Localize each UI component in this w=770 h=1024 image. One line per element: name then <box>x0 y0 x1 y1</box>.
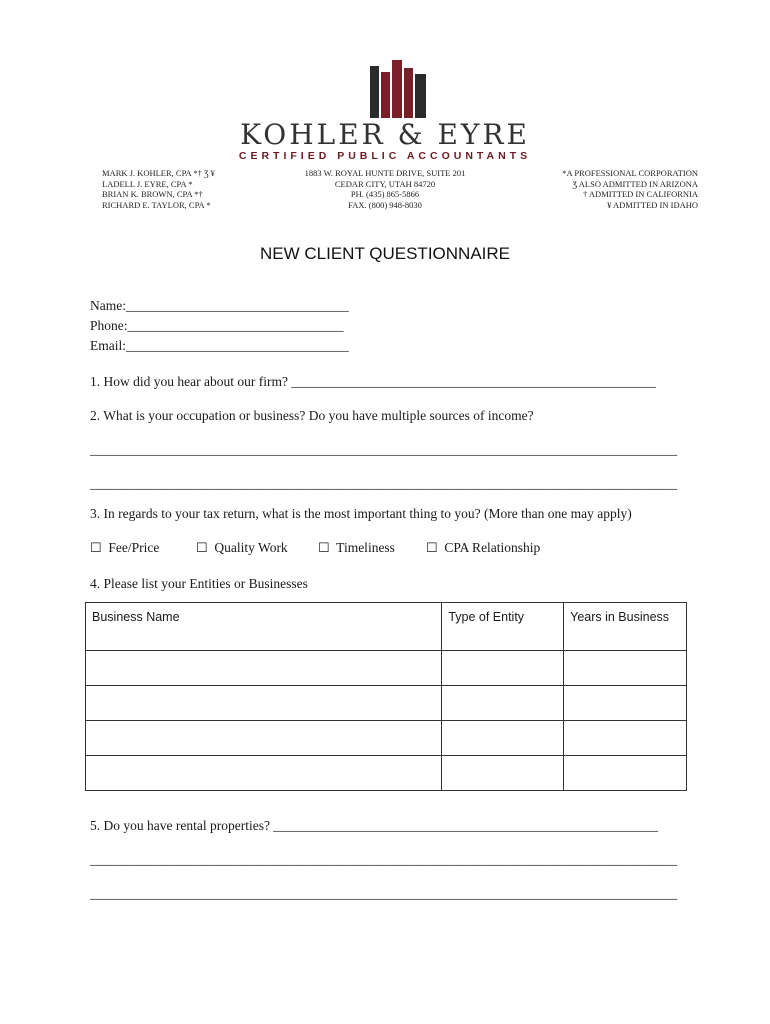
option-quality-work[interactable] <box>196 540 288 556</box>
option-label: CPA Relationship <box>444 540 541 555</box>
column-header-business-name: Business Name <box>86 603 442 651</box>
partner-name: BRIAN K. BROWN, CPA *† <box>102 189 203 200</box>
firm-name: KOHLER & EYRE <box>240 118 530 151</box>
entity-type-cell[interactable] <box>442 721 564 756</box>
option-timeliness[interactable] <box>318 540 395 556</box>
option-label: Timeliness <box>336 540 395 555</box>
years-cell[interactable] <box>564 756 687 791</box>
question-referral[interactable]: 1. How did you hear about our firm? ______________________________________________________ <box>90 374 656 389</box>
address-line: CEDAR CITY, UTAH 84720 <box>334 178 436 189</box>
note-line: † ADMITTED IN CALIFORNIA <box>583 189 698 200</box>
admission-notes <box>562 168 698 210</box>
answer-line[interactable]: _______________________________________________________________________________________ <box>90 852 678 867</box>
checkbox-icon[interactable]: ☐ <box>426 540 438 555</box>
table-row <box>86 756 687 791</box>
table-header-row <box>86 603 687 651</box>
entities-table <box>85 602 687 791</box>
fax-line: FAX. (800) 948-8030 <box>348 199 422 210</box>
checkbox-icon[interactable]: ☐ <box>318 540 330 555</box>
business-name-cell[interactable] <box>86 686 442 721</box>
firm-logo-icon <box>368 60 428 118</box>
business-name-cell[interactable] <box>86 721 442 756</box>
partner-name: RICHARD E. TAYLOR, CPA * <box>102 199 211 210</box>
partner-list <box>102 168 215 210</box>
entity-type-cell[interactable] <box>442 756 564 791</box>
option-label: Quality Work <box>214 540 288 555</box>
phone-line: PH. (435) 865-5866 <box>350 189 420 200</box>
question-entities: 4. Please list your Entities or Businesses <box>90 576 308 591</box>
column-header-type-of-entity: Type of Entity <box>442 603 564 651</box>
address-line: 1883 W. ROYAL HUNTE DRIVE, SUITE 201 <box>304 168 466 178</box>
firm-subtitle: CERTIFIED PUBLIC ACCOUNTANTS <box>238 150 532 162</box>
partner-name: MARK J. KOHLER, CPA *† Ʒ ¥ <box>102 168 215 178</box>
checkbox-icon[interactable]: ☐ <box>196 540 208 555</box>
phone-field[interactable]: Phone:________________________________ <box>90 318 344 333</box>
checkbox-icon[interactable]: ☐ <box>90 540 102 555</box>
answer-line[interactable]: _______________________________________________________________________________________ <box>90 886 678 901</box>
question-priority: 3. In regards to your tax return, what is the most important thing to you? (More than one may apply) <box>90 506 632 521</box>
option-label: Fee/Price <box>108 540 160 555</box>
entity-type-cell[interactable] <box>442 651 564 686</box>
column-header-years-in-business: Years in Business <box>564 603 687 651</box>
option-fee-price[interactable] <box>90 540 159 556</box>
question-occupation: 2. What is your occupation or business? Do you have multiple sources of income? <box>90 408 534 423</box>
business-name-cell[interactable] <box>86 651 442 686</box>
name-field[interactable]: Name:_________________________________ <box>90 298 349 313</box>
answer-line[interactable]: _______________________________________________________________________________________ <box>90 442 678 457</box>
years-cell[interactable] <box>564 651 687 686</box>
years-cell[interactable] <box>564 721 687 756</box>
table-row <box>86 651 687 686</box>
question-rental-properties[interactable]: 5. Do you have rental properties? _________________________________________________________ <box>90 818 659 833</box>
table-row <box>86 686 687 721</box>
table-row <box>86 721 687 756</box>
note-line: ¥ ADMITTED IN IDAHO <box>607 199 698 210</box>
note-line: *A PROFESSIONAL CORPORATION <box>562 168 698 178</box>
years-cell[interactable] <box>564 686 687 721</box>
page-title: NEW CLIENT QUESTIONNAIRE <box>260 244 510 263</box>
option-cpa-relationship[interactable] <box>426 540 540 556</box>
partner-name: LADELL J. EYRE, CPA * <box>102 178 193 189</box>
business-name-cell[interactable] <box>86 756 442 791</box>
firm-address <box>280 168 490 210</box>
note-line: Ʒ ALSO ADMITTED IN ARIZONA <box>572 178 698 189</box>
entity-type-cell[interactable] <box>442 686 564 721</box>
email-field[interactable]: Email:_________________________________ <box>90 338 349 353</box>
answer-line[interactable]: _______________________________________________________________________________________ <box>90 476 678 491</box>
